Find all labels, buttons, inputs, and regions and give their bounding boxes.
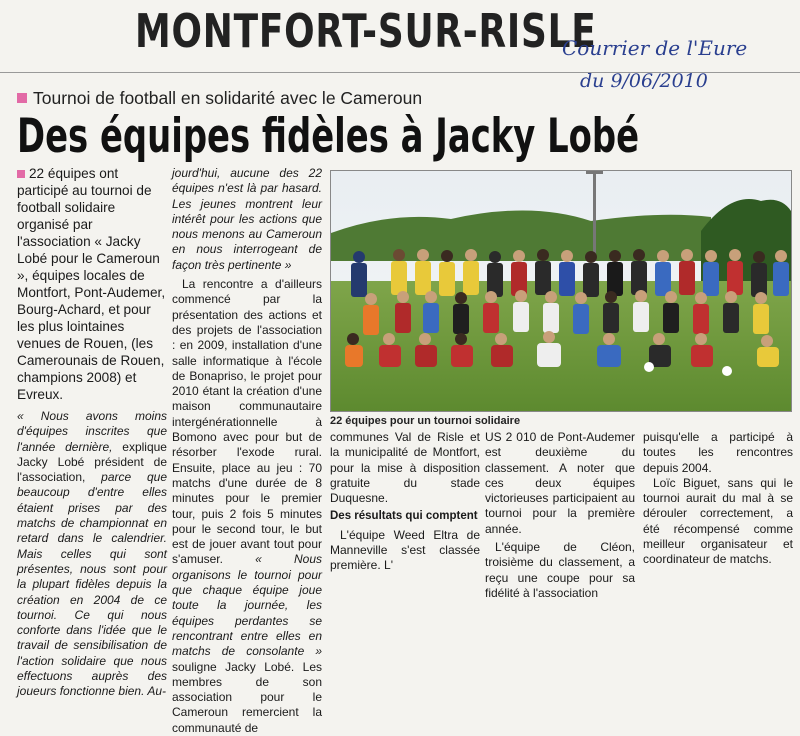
body-paragraph: Loïc Biguet, sans qui le tournoi aurait du mal à se dérouler correctement, a été récompensé comme meilleur organisateur et coordinateur de matchs.: [643, 475, 793, 567]
masthead-title: MONTFORT-SUR-RISLE: [135, 4, 597, 58]
team-photo: [330, 170, 792, 412]
article-column-1: [17, 165, 167, 700]
article-column-2: [172, 166, 322, 736]
headline: Des équipes fidèles à Jacky Lobé: [17, 109, 640, 164]
photo-caption: 22 équipes pour un tournoi solidaire: [330, 415, 521, 427]
body-paragraph: US 2 010 de Pont-Audemer est deuxième du classement. A noter que ces deux équipes victorieuses participaient au tournoi pour la première année.: [485, 430, 635, 536]
body-paragraph: L'équipe de Cléon, troisième du classement, a reçu une coupe pour sa fidélité à l'association: [485, 540, 635, 600]
handwritten-date: du 9/06/2010: [580, 70, 708, 92]
lead-paragraph: 22 équipes ont participé au tournoi de football solidaire organisé par l'association « Jacky Lobé pour le Cameroun », équipes locales de Montfort, Pont-Audemer, Bourg-Achard, et pour les plus lointaines venues de Rouen, (les Camerounais de Rouen, champions 2008) et Evreux.: [17, 166, 166, 402]
bullet-square-icon: [17, 170, 25, 178]
body-paragraph: communes Val de Risle et la municipalité de Montfort, pour la mise à disposition gratuite du stade Duquesne.: [330, 430, 480, 506]
body-paragraph: L'équipe Weed Eltra de Manneville s'est classée première. L': [330, 527, 480, 573]
quote-continuation: jourd'hui, aucune des 22 équipes n'est là par hasard. Les jeunes montrent leur intérêt pour les actions que nous menons au Cameroun en nous interrogeant de façon très pertinente »: [172, 166, 322, 272]
kicker: [17, 88, 422, 109]
subheading: Des résultats qui comptent: [330, 510, 478, 523]
handwritten-source: Courrier de l'Eure: [562, 36, 748, 60]
body-paragraph: La rencontre a d'ailleurs commencé par la présentation des actions et des projets de l'association : en 2009, installation d'une salle informatique à l'école de Bonapriso, le projet pour 2010 étant la création d'une maison communautaire intergénérationnelle à Bomono avec pour but de résorber l'exode rural. Ensuite, place au jeu : 70 matchs d'une durée de 8 minutes pour le premier tour, puis 2 fois 5 minutes pour le second tour, le but est de jouer avant tout pour s'amuser. « Nous organisons le tournoi pour que chaque équipe joue toute la journée, les équipes perdantes se rencontrant entre elles en matchs de consolante » souligne Jacky Lobé. Les membres de son association pour le Cameroun remercient la communauté de: [172, 277, 322, 735]
kicker-text: Tournoi de football en solidarité avec le Cameroun: [33, 88, 423, 108]
article-column-5: [643, 430, 793, 568]
article-column-3: [330, 430, 480, 574]
quote-paragraph: « Nous avons moins d'équipes inscrites que l'année dernière, explique Jacky Lobé président de l'association, parce que beaucoup d'entre elles étaient prises par des matchs de championnat en retard dans le calendrier. Mais celles qui sont présentes, nous sont pour la plupart fidèles depuis la création en 2004 de ce tournoi. Ce qui nous conforte dans l'idée que le travail de sensibilisation de l'action solidaire que nous effectuons auprès des joueurs fonctionne bien. Au-: [17, 409, 167, 699]
article-column-4: [485, 430, 635, 601]
bullet-square-icon: [17, 93, 27, 103]
body-paragraph: puisqu'elle a participé à toutes les rencontres depuis 2004.: [643, 430, 793, 475]
